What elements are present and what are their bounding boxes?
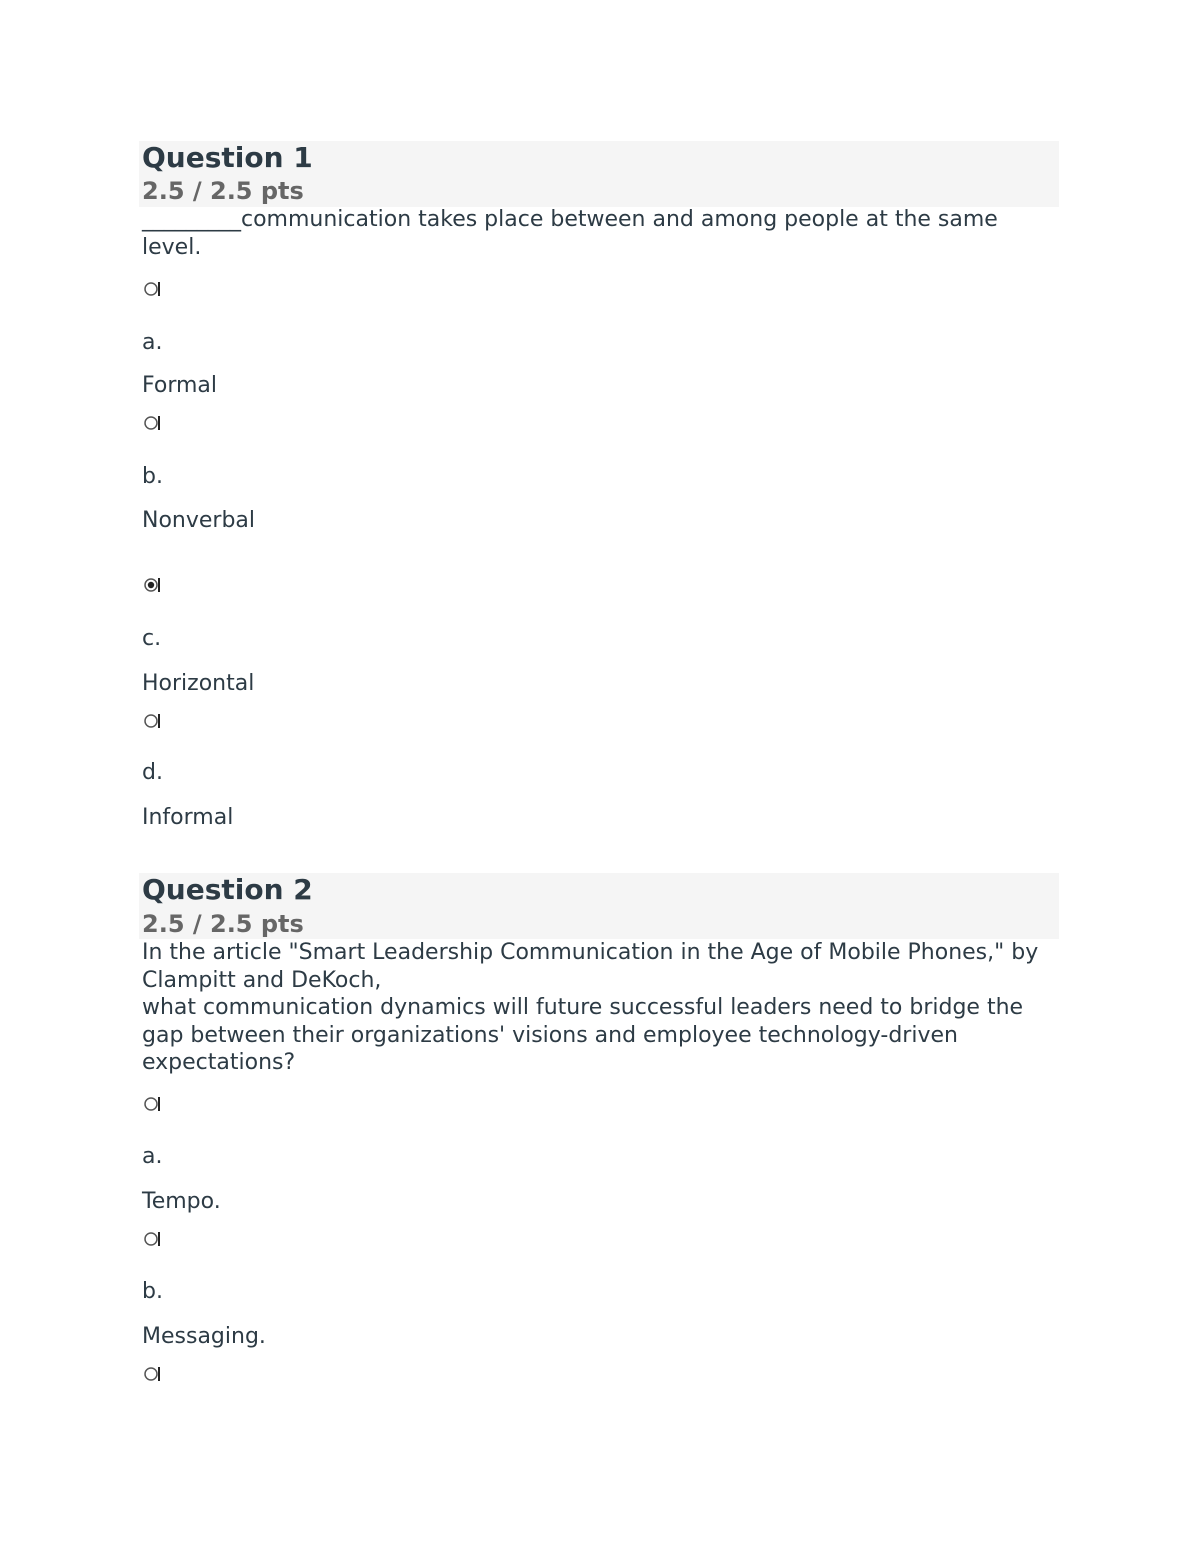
option-d-radio[interactable] bbox=[143, 713, 163, 729]
option-a-text: Formal bbox=[142, 373, 218, 398]
q2-option-b-radio[interactable] bbox=[143, 1231, 163, 1247]
option-b-text: Nonverbal bbox=[142, 508, 256, 533]
option-c-letter: c. bbox=[142, 626, 162, 651]
q2-option-b-text: Messaging. bbox=[142, 1324, 266, 1349]
question-2-prompt-line-2: what communication dynamics will future successful leaders need to bridge the gap between their organizations' visions and employee technology-driven expectations? bbox=[142, 995, 1024, 1075]
option-c-radio-selected[interactable] bbox=[143, 577, 163, 593]
q2-option-a-letter: a. bbox=[142, 1144, 163, 1169]
question-2-title: Question 2 bbox=[142, 873, 313, 906]
q2-option-b-letter: b. bbox=[142, 1279, 163, 1304]
option-d-text: Informal bbox=[142, 805, 234, 830]
question-1-title: Question 1 bbox=[142, 141, 313, 174]
option-a-radio[interactable] bbox=[143, 281, 163, 297]
option-d-letter: d. bbox=[142, 760, 163, 785]
question-2-points: 2.5 / 2.5 pts bbox=[142, 910, 304, 938]
question-1-points: 2.5 / 2.5 pts bbox=[142, 177, 304, 205]
q2-option-a-text: Tempo. bbox=[142, 1189, 221, 1214]
q2-option-a-radio[interactable] bbox=[143, 1096, 163, 1112]
option-a-letter: a. bbox=[142, 330, 163, 355]
option-b-radio[interactable] bbox=[143, 415, 163, 431]
option-c-text: Horizontal bbox=[142, 671, 255, 696]
q2-option-c-radio[interactable] bbox=[143, 1366, 163, 1382]
option-b-letter: b. bbox=[142, 464, 163, 489]
question-2-prompt-line-1: In the article "Smart Leadership Communication in the Age of Mobile Phones," by Clampitt and DeKoch, bbox=[142, 940, 1039, 993]
question-1-prompt: _________communication takes place between and among people at the same level. bbox=[142, 207, 998, 260]
